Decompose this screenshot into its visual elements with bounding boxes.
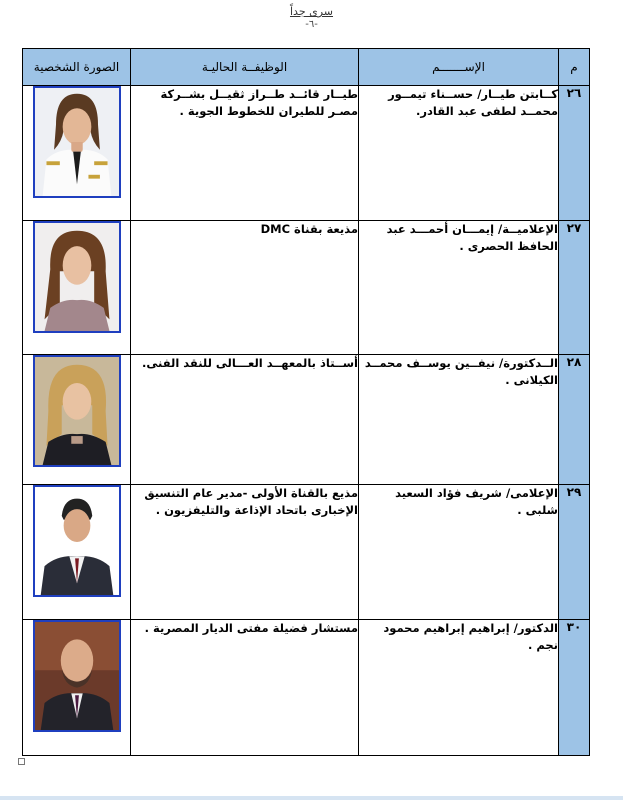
portrait-woman-blonde-icon	[33, 355, 121, 467]
header-num: م	[559, 49, 590, 86]
table-row	[23, 355, 590, 485]
header-name: الإســـــــم	[359, 49, 559, 86]
table-row	[23, 221, 590, 355]
current-job: طيــار قائــد طــراز ثقيــل بشــركة مصـر للطيران للخطوط الجوية .	[131, 86, 359, 221]
page-number: -٦-	[305, 19, 318, 30]
photo-cell	[23, 485, 131, 620]
classification-label: سرى جداً	[289, 5, 334, 18]
photo-cell	[23, 221, 131, 355]
table-row	[23, 86, 590, 221]
row-number: ٢٨	[559, 355, 590, 485]
person-name: كــابتن طيــار/ حســناء تيمــور محمــد لطفى عبد القادر.	[359, 86, 559, 221]
person-name: الإعلامى/ شريف فؤاد السعيد شلبى .	[359, 485, 559, 620]
current-job: مذيع بالقناة الأولى -مدير عام التنسيق الإخبارى باتحاد الإذاعة والتليفزيون .	[131, 485, 359, 620]
row-number: ٢٩	[559, 485, 590, 620]
person-name: الــدكتورة/ نيفــين يوســف محمــد الكيلانى .	[359, 355, 559, 485]
photo-cell	[23, 355, 131, 485]
person-name: الإعلاميــة/ إيمـــان أحمـــد عبد الحافظ الحصرى .	[359, 221, 559, 355]
row-number: ٢٦	[559, 86, 590, 221]
photo-cell	[23, 620, 131, 756]
row-number: ٢٧	[559, 221, 590, 355]
current-job: مذيعة بقناة DMC	[131, 221, 359, 355]
portrait-woman-brown-hair-icon	[33, 221, 121, 333]
portrait-man-beard-icon	[33, 620, 121, 732]
photo-cell	[23, 86, 131, 221]
table-row	[23, 620, 590, 756]
header-photo: الصورة الشخصية	[23, 49, 131, 86]
portrait-pilot-woman-icon	[33, 86, 121, 198]
current-job: مستشار فضيلة مفتى الديار المصرية .	[131, 620, 359, 756]
person-name: الدكتور/ إبراهيم إبراهيم محمود نجم .	[359, 620, 559, 756]
portrait-man-suit-icon	[33, 485, 121, 597]
current-job: أســتاذ بالمعهــد العـــالى للنقد الفنى.	[131, 355, 359, 485]
bottom-rule	[0, 796, 623, 800]
table-header-row	[23, 49, 590, 86]
header-job: الوظيفــة الحاليـة	[131, 49, 359, 86]
personnel-table	[22, 48, 590, 756]
table-row	[23, 485, 590, 620]
corner-marker	[18, 758, 25, 765]
row-number: ٣٠	[559, 620, 590, 756]
